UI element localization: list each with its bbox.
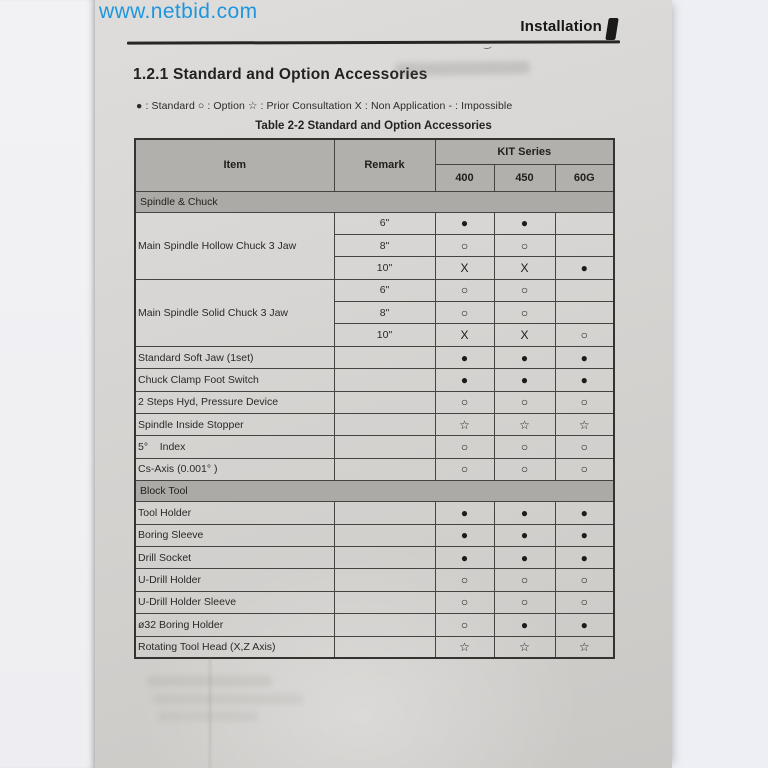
table-row <box>135 502 614 524</box>
table-row <box>135 391 614 413</box>
table-row <box>135 212 614 234</box>
value-cell: ○ <box>555 591 614 613</box>
value-cell: ○ <box>494 569 555 591</box>
value-cell: ○ <box>435 458 494 480</box>
table-row <box>135 569 614 591</box>
value-cell: ○ <box>435 302 494 324</box>
value-cell: ○ <box>494 302 555 324</box>
item-cell: Boring Sleeve <box>135 524 334 546</box>
value-cell: ● <box>555 257 614 279</box>
table-row <box>135 614 614 636</box>
remark-cell <box>334 614 435 636</box>
value-cell: ☆ <box>555 636 614 658</box>
remark-cell <box>334 502 435 524</box>
remark-cell <box>334 436 435 458</box>
value-cell: ○ <box>435 234 494 256</box>
value-cell: ○ <box>435 591 494 613</box>
value-cell: ● <box>555 369 614 391</box>
table-row <box>135 591 614 613</box>
remark-cell <box>334 369 435 391</box>
value-cell: ● <box>435 346 494 368</box>
value-cell: ○ <box>494 436 555 458</box>
remark-cell <box>334 546 435 568</box>
value-cell: ● <box>435 369 494 391</box>
value-cell: ○ <box>555 324 614 346</box>
value-cell: ○ <box>435 279 494 301</box>
adjacent-page-edge <box>0 0 95 768</box>
remark-cell <box>334 346 435 368</box>
value-cell: ● <box>494 212 555 234</box>
value-cell: ○ <box>494 591 555 613</box>
value-cell: X <box>494 257 555 279</box>
value-cell: ● <box>494 346 555 368</box>
value-cell: X <box>494 324 555 346</box>
value-cell: ○ <box>435 436 494 458</box>
item-cell: 2 Steps Hyd, Pressure Device <box>135 391 334 413</box>
value-cell: ● <box>435 502 494 524</box>
chapter-tab-marker-icon <box>605 18 618 40</box>
item-cell: Rotating Tool Head (X,Z Axis) <box>135 636 334 658</box>
col-header-remark: Remark <box>334 139 435 191</box>
col-header-item: Item <box>135 139 334 191</box>
document-page <box>95 0 672 768</box>
value-cell: ○ <box>494 391 555 413</box>
paper-crease <box>209 658 211 768</box>
item-cell: ø32 Boring Holder <box>135 614 334 636</box>
stray-pen-mark <box>483 43 493 49</box>
value-cell: ● <box>494 502 555 524</box>
showthrough-smudge <box>395 61 530 76</box>
value-cell: ● <box>555 524 614 546</box>
value-cell: ● <box>494 614 555 636</box>
remark-cell <box>334 524 435 546</box>
value-cell <box>555 234 614 256</box>
item-cell: Tool Holder <box>135 502 334 524</box>
value-cell: X <box>435 257 494 279</box>
remark-cell <box>334 569 435 591</box>
showthrough-smudge <box>158 712 258 721</box>
value-cell: ○ <box>555 391 614 413</box>
section-row <box>135 481 614 502</box>
col-header-model-450: 450 <box>494 164 555 191</box>
remark-cell: 10" <box>334 257 435 279</box>
accessories-table <box>134 138 615 659</box>
value-cell: ☆ <box>435 414 494 436</box>
item-cell: Standard Soft Jaw (1set) <box>135 346 334 368</box>
value-cell: ○ <box>435 569 494 591</box>
col-header-model-60G: 60G <box>555 164 614 191</box>
remark-cell: 8" <box>334 234 435 256</box>
value-cell: ● <box>435 524 494 546</box>
remark-cell: 10" <box>334 324 435 346</box>
symbol-legend: ● : Standard ○ : Option ☆ : Prior Consultation X : Non Application - : Impossible <box>136 100 513 112</box>
col-header-kit-series: KIT Series <box>435 139 614 164</box>
item-cell: Chuck Clamp Foot Switch <box>135 369 334 391</box>
table-row <box>135 546 614 568</box>
table-row <box>135 346 614 368</box>
section-label: Block Tool <box>135 481 614 502</box>
page-header-installation: Installation <box>520 18 602 35</box>
value-cell: ○ <box>494 458 555 480</box>
table-row <box>135 636 614 658</box>
table-row <box>135 369 614 391</box>
value-cell: ○ <box>435 391 494 413</box>
value-cell: ☆ <box>494 636 555 658</box>
section-label: Spindle & Chuck <box>135 191 614 212</box>
value-cell: X <box>435 324 494 346</box>
item-cell: Spindle Inside Stopper <box>135 414 334 436</box>
value-cell: ● <box>555 346 614 368</box>
value-cell: ● <box>494 369 555 391</box>
value-cell: ○ <box>555 436 614 458</box>
remark-cell <box>334 591 435 613</box>
value-cell: ● <box>435 212 494 234</box>
value-cell: ☆ <box>435 636 494 658</box>
value-cell <box>555 212 614 234</box>
item-cell: Drill Socket <box>135 546 334 568</box>
value-cell <box>555 302 614 324</box>
value-cell <box>555 279 614 301</box>
showthrough-smudge <box>153 694 303 704</box>
item-cell: 5° Index <box>135 436 334 458</box>
remark-cell <box>334 414 435 436</box>
remark-cell: 8" <box>334 302 435 324</box>
table-row <box>135 524 614 546</box>
value-cell: ☆ <box>555 414 614 436</box>
item-cell: U-Drill Holder <box>135 569 334 591</box>
item-cell: U-Drill Holder Sleeve <box>135 591 334 613</box>
value-cell: ● <box>494 524 555 546</box>
col-header-model-400: 400 <box>435 164 494 191</box>
item-cell: Main Spindle Hollow Chuck 3 Jaw <box>135 212 334 279</box>
table-row <box>135 436 614 458</box>
value-cell: ☆ <box>494 414 555 436</box>
value-cell: ● <box>555 502 614 524</box>
table-row <box>135 414 614 436</box>
remark-cell <box>334 636 435 658</box>
remark-cell: 6" <box>334 279 435 301</box>
watermark-netbid: www.netbid.com <box>99 0 258 23</box>
remark-cell <box>334 391 435 413</box>
value-cell: ● <box>494 546 555 568</box>
value-cell: ● <box>435 546 494 568</box>
header-rule <box>127 40 620 44</box>
item-cell: Cs-Axis (0.001° ) <box>135 458 334 480</box>
section-title: 1.2.1 Standard and Option Accessories <box>133 66 428 83</box>
remark-cell: 6" <box>334 212 435 234</box>
table-caption: Table 2-2 Standard and Option Accessories <box>255 120 492 132</box>
value-cell: ○ <box>494 234 555 256</box>
value-cell: ○ <box>435 614 494 636</box>
item-cell: Main Spindle Solid Chuck 3 Jaw <box>135 279 334 346</box>
value-cell: ● <box>555 546 614 568</box>
table-row <box>135 279 614 301</box>
value-cell: ○ <box>494 279 555 301</box>
section-row <box>135 191 614 212</box>
value-cell: ○ <box>555 569 614 591</box>
value-cell: ● <box>555 614 614 636</box>
remark-cell <box>334 458 435 480</box>
table-row <box>135 458 614 480</box>
value-cell: ○ <box>555 458 614 480</box>
